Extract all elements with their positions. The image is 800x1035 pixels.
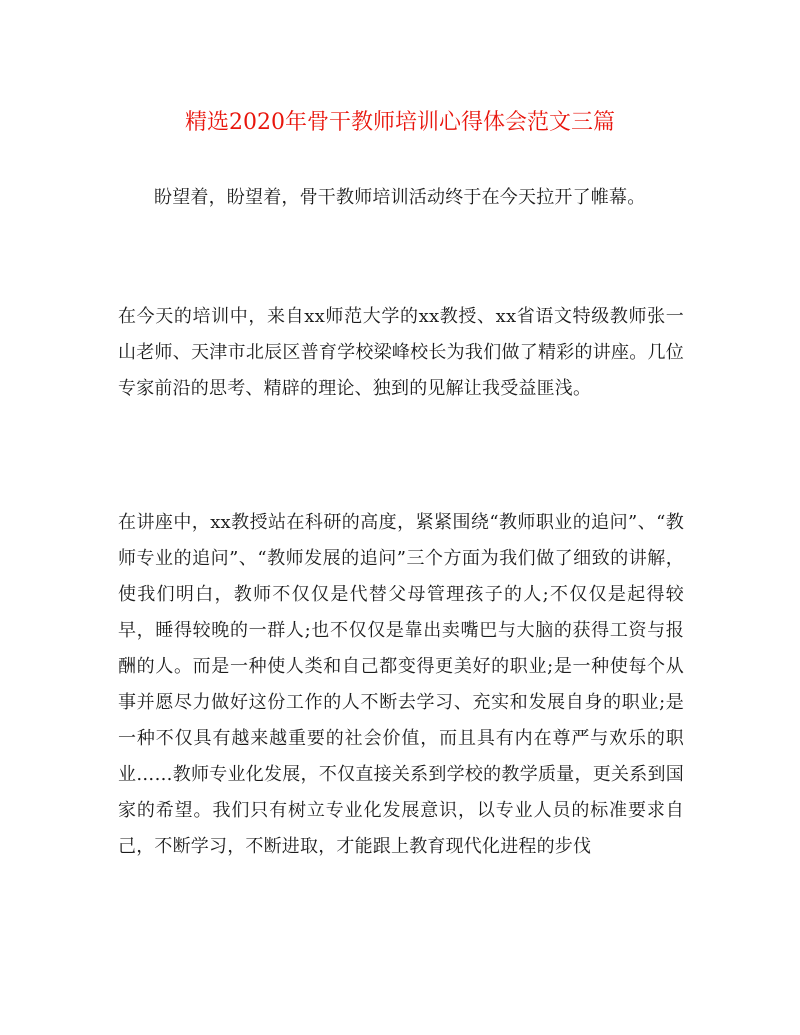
document-title: 精选2020年骨干教师培训心得体会范文三篇 [185, 110, 615, 135]
paragraph-opening: 盼望着，盼望着，骨干教师培训活动终于在今天拉开了帷幕。 [154, 187, 646, 208]
paragraph-lecture-content: 在讲座中，xx教授站在科研的高度，紧紧围绕“教师职业的追问”、“教师专业的追问”、“教师发展的追问”三个方面为我们做了细致的讲解，使我们明白，教师不仅仅是代替父母管理孩子的人;不仅仅是起得较早，睡得较晚的一群人;也不仅仅是靠出卖嘴巴与大脑的获得工资与报酬的人。而是一种使人类和自己都变得更美好的职业;是一种使每个从事并愿尽力做好这份工作的人不断去学习、充实和发展自身的职业;是一种不仅具有越来越重要的社会价值，而且具有内在尊严与欢乐的职业……教师专业化发展，不仅直接关系到学校的教学质量，更关系到国家的希望。我们只有树立专业化发展意识，以专业人员的标准要求自己，不断学习，不断进取，才能跟上教育现代化进程的步伐 [118, 512, 684, 857]
paragraph-training-intro: 在今天的培训中，来自xx师范大学的xx教授、xx省语文特级教师张一山老师、天津市北辰区普育学校梁峰校长为我们做了精彩的讲座。几位专家前沿的思考、精辟的理论、独到的见解让我受益匪浅。 [118, 306, 684, 399]
